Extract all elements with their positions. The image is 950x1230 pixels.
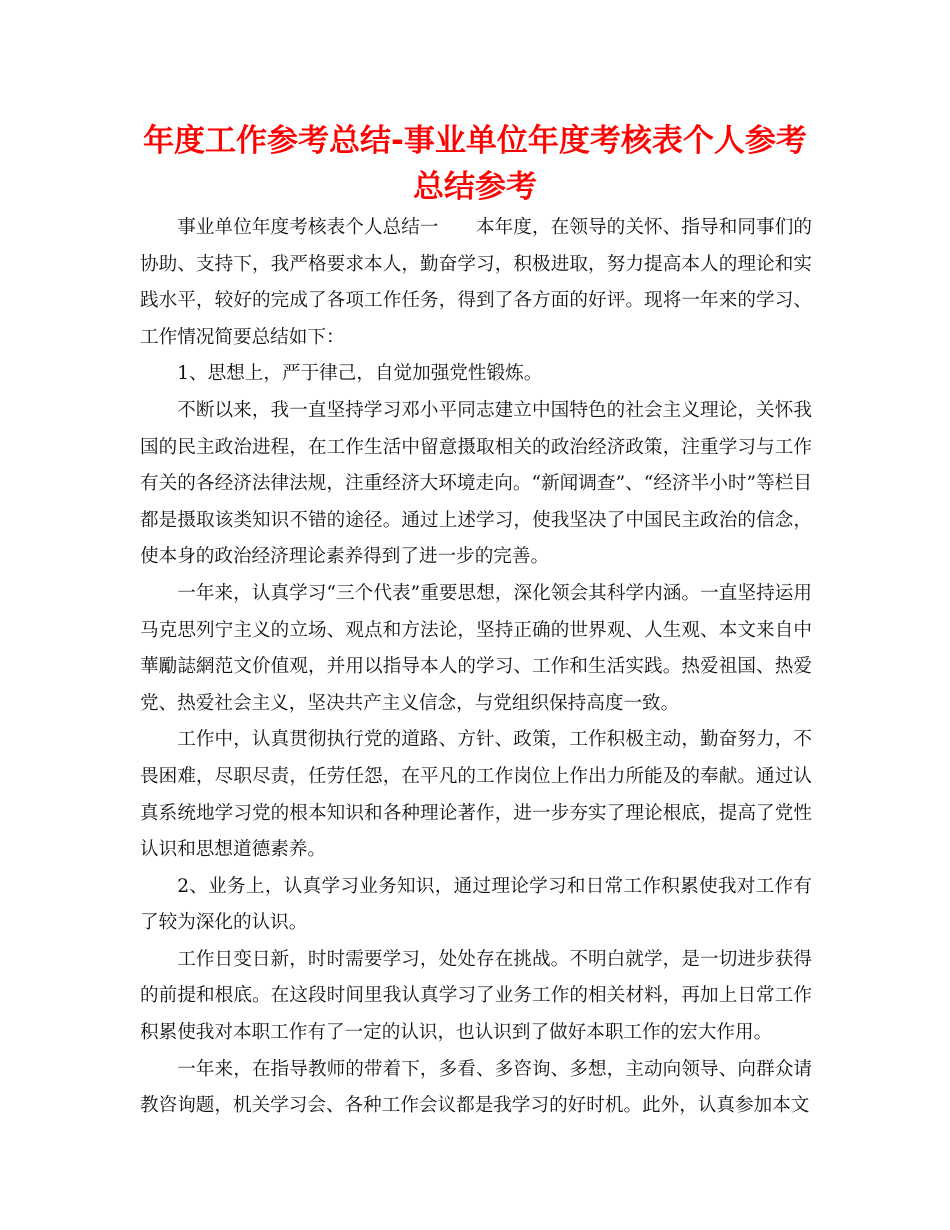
paragraph: 一年来，认真学习“三个代表”重要思想，深化领会其科学内涵。一直坚持运用马克思列宁主义的立场、观点和方法论，坚持正确的世界观、人生观、本文来自中華勵誌網范文价值观，并用以指导本人的学习、工作和生活实践。热爱祖国、热爱党、热爱社会主义，坚决共产主义信念，与党组织保持高度一致。 bbox=[140, 582, 812, 714]
paragraph: 不断以来，我一直坚持学习邓小平同志建立中国特色的社会主义理论，关怀我国的民主政治进程，在工作生活中留意摄取相关的政治经济政策，注重学习与工作有关的各经济法律法规，注重经济大环境走向。“新闻调查”、“经济半小时”等栏目都是摄取该类知识不错的途径。通过上述学习，使我坚决了中国民主政治的信念，使本身的政治经济理论素养得到了进一步的完善。 bbox=[140, 399, 812, 568]
paragraph: 工作日变日新，时时需要学习，处处存在挑战。不明白就学，是一切进步获得的前提和根底。在这段时间里我认真学习了业务工作的相关材料，再加上日常工作积累使我对本职工作有了一定的认识，也认识到了做好本职工作的宏大作用。 bbox=[140, 948, 812, 1044]
paragraph-heading-2: 2、业务上，认真学习业务知识，通过理论学习和日常工作积累使我对工作有了较为深化的认识。 bbox=[140, 875, 812, 934]
document-title: 年度工作参考总结-事业单位年度考核表个人参考总结参考 bbox=[143, 123, 807, 205]
document-body bbox=[140, 210, 812, 1125]
paragraph-intro: 事业单位年度考核表个人总结一 本年度，在领导的关怀、指导和同事们的协助、支持下，我严格要求本人，勤奋学习，积极进取，努力提高本人的理论和实践水平，较好的完成了各项工作任务，得到了各方面的好评。现将一年来的学习、工作情况简要总结如下： bbox=[140, 217, 812, 348]
paragraph: 工作中，认真贯彻执行党的道路、方针、政策，工作积极主动，勤奋努力，不畏困难，尽职尽责，任劳任怨，在平凡的工作岗位上作出力所能及的奉献。通过认真系统地学习党的根本知识和各种理论著作，进一步夯实了理论根底，提高了党性认识和思想道德素养。 bbox=[140, 729, 812, 861]
paragraph: 一年来，在指导教师的带着下，多看、多咨询、多想，主动向领导、向群众请教咨询题，机关学习会、各种工作会议都是我学习的好时机。此外，认真参加本文 bbox=[140, 1058, 812, 1117]
paragraph-heading-1: 1、思想上，严于律己，自觉加强党性锻炼。 bbox=[177, 363, 543, 385]
